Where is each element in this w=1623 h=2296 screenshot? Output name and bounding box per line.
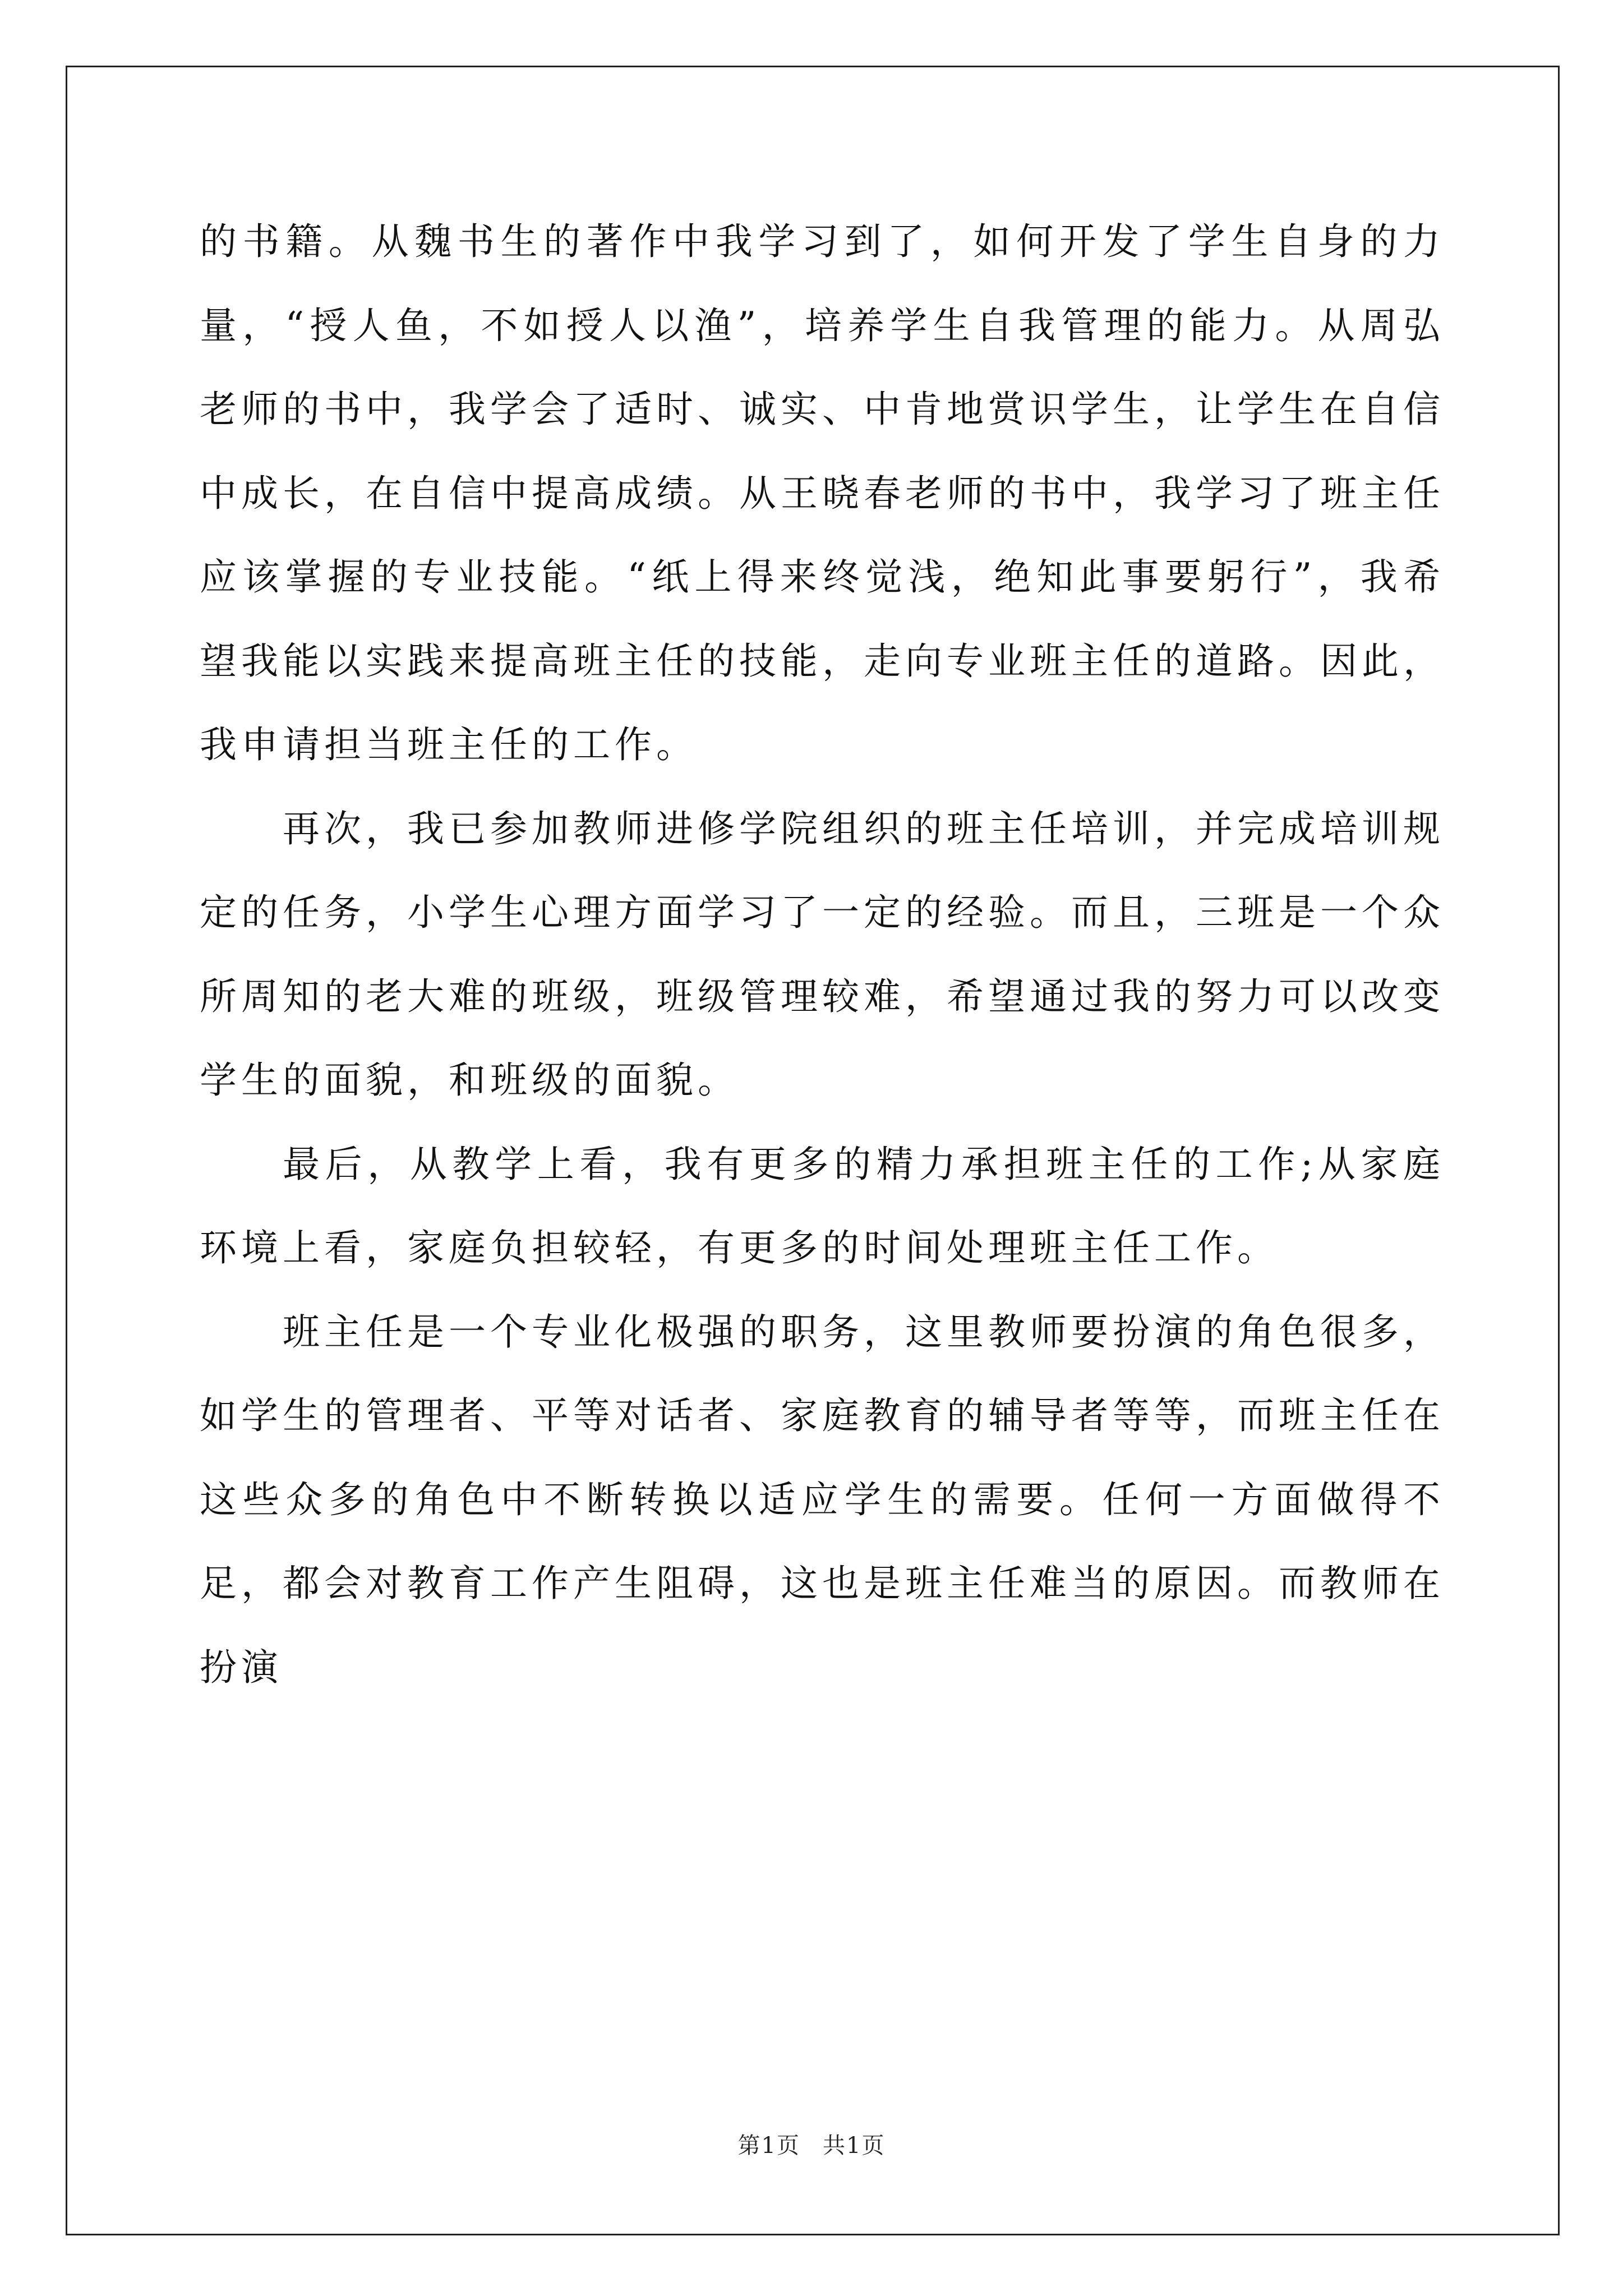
paragraph-1: 的书籍。从魏书生的著作中我学习到了，如何开发了学生自身的力量，“授人鱼，不如授人以渔”，培养学生自我管理的能力。从周弘老师的书中，我学会了适时、诚实、中肯地赏识学生，让学生在自信中成长，在自信中提高成绩。从王晓春老师的书中，我学习了班主任应该掌握的专业技能。“纸上得来终觉浅，绝知此事要躬行”，我希望我能以实践来提高班主任的技能，走向专业班主任的道路。因此，我申请担当班主任的工作。	[200, 220, 1445, 766]
page-total-label: 共1页	[823, 2133, 886, 2159]
paragraph-4: 班主任是一个专业化极强的职务，这里教师要扮演的角色很多，如学生的管理者、平等对话者、家庭教育的辅导者等等，而班主任在这些众多的角色中不断转换以适应学生的需要。任何一方面做得不足，都会对教育工作产生阻碍，这也是班主任难当的原因。而教师在扮演	[200, 1310, 1445, 1689]
document-body	[200, 200, 1445, 1709]
page-number-label: 第1页	[737, 2133, 800, 2159]
page-footer	[0, 2132, 1623, 2160]
paragraph-3: 最后，从教学上看，我有更多的精力承担班主任的工作;从家庭环境上看，家庭负担较轻，有更多的时间处理班主任工作。	[200, 1142, 1445, 1269]
paragraph-2: 再次，我已参加教师进修学院组织的班主任培训，并完成培训规定的任务，小学生心理方面学习了一定的经验。而且，三班是一个众所周知的老大难的班级，班级管理较难，希望通过我的努力可以改变学生的面貌，和班级的面貌。	[200, 807, 1445, 1102]
